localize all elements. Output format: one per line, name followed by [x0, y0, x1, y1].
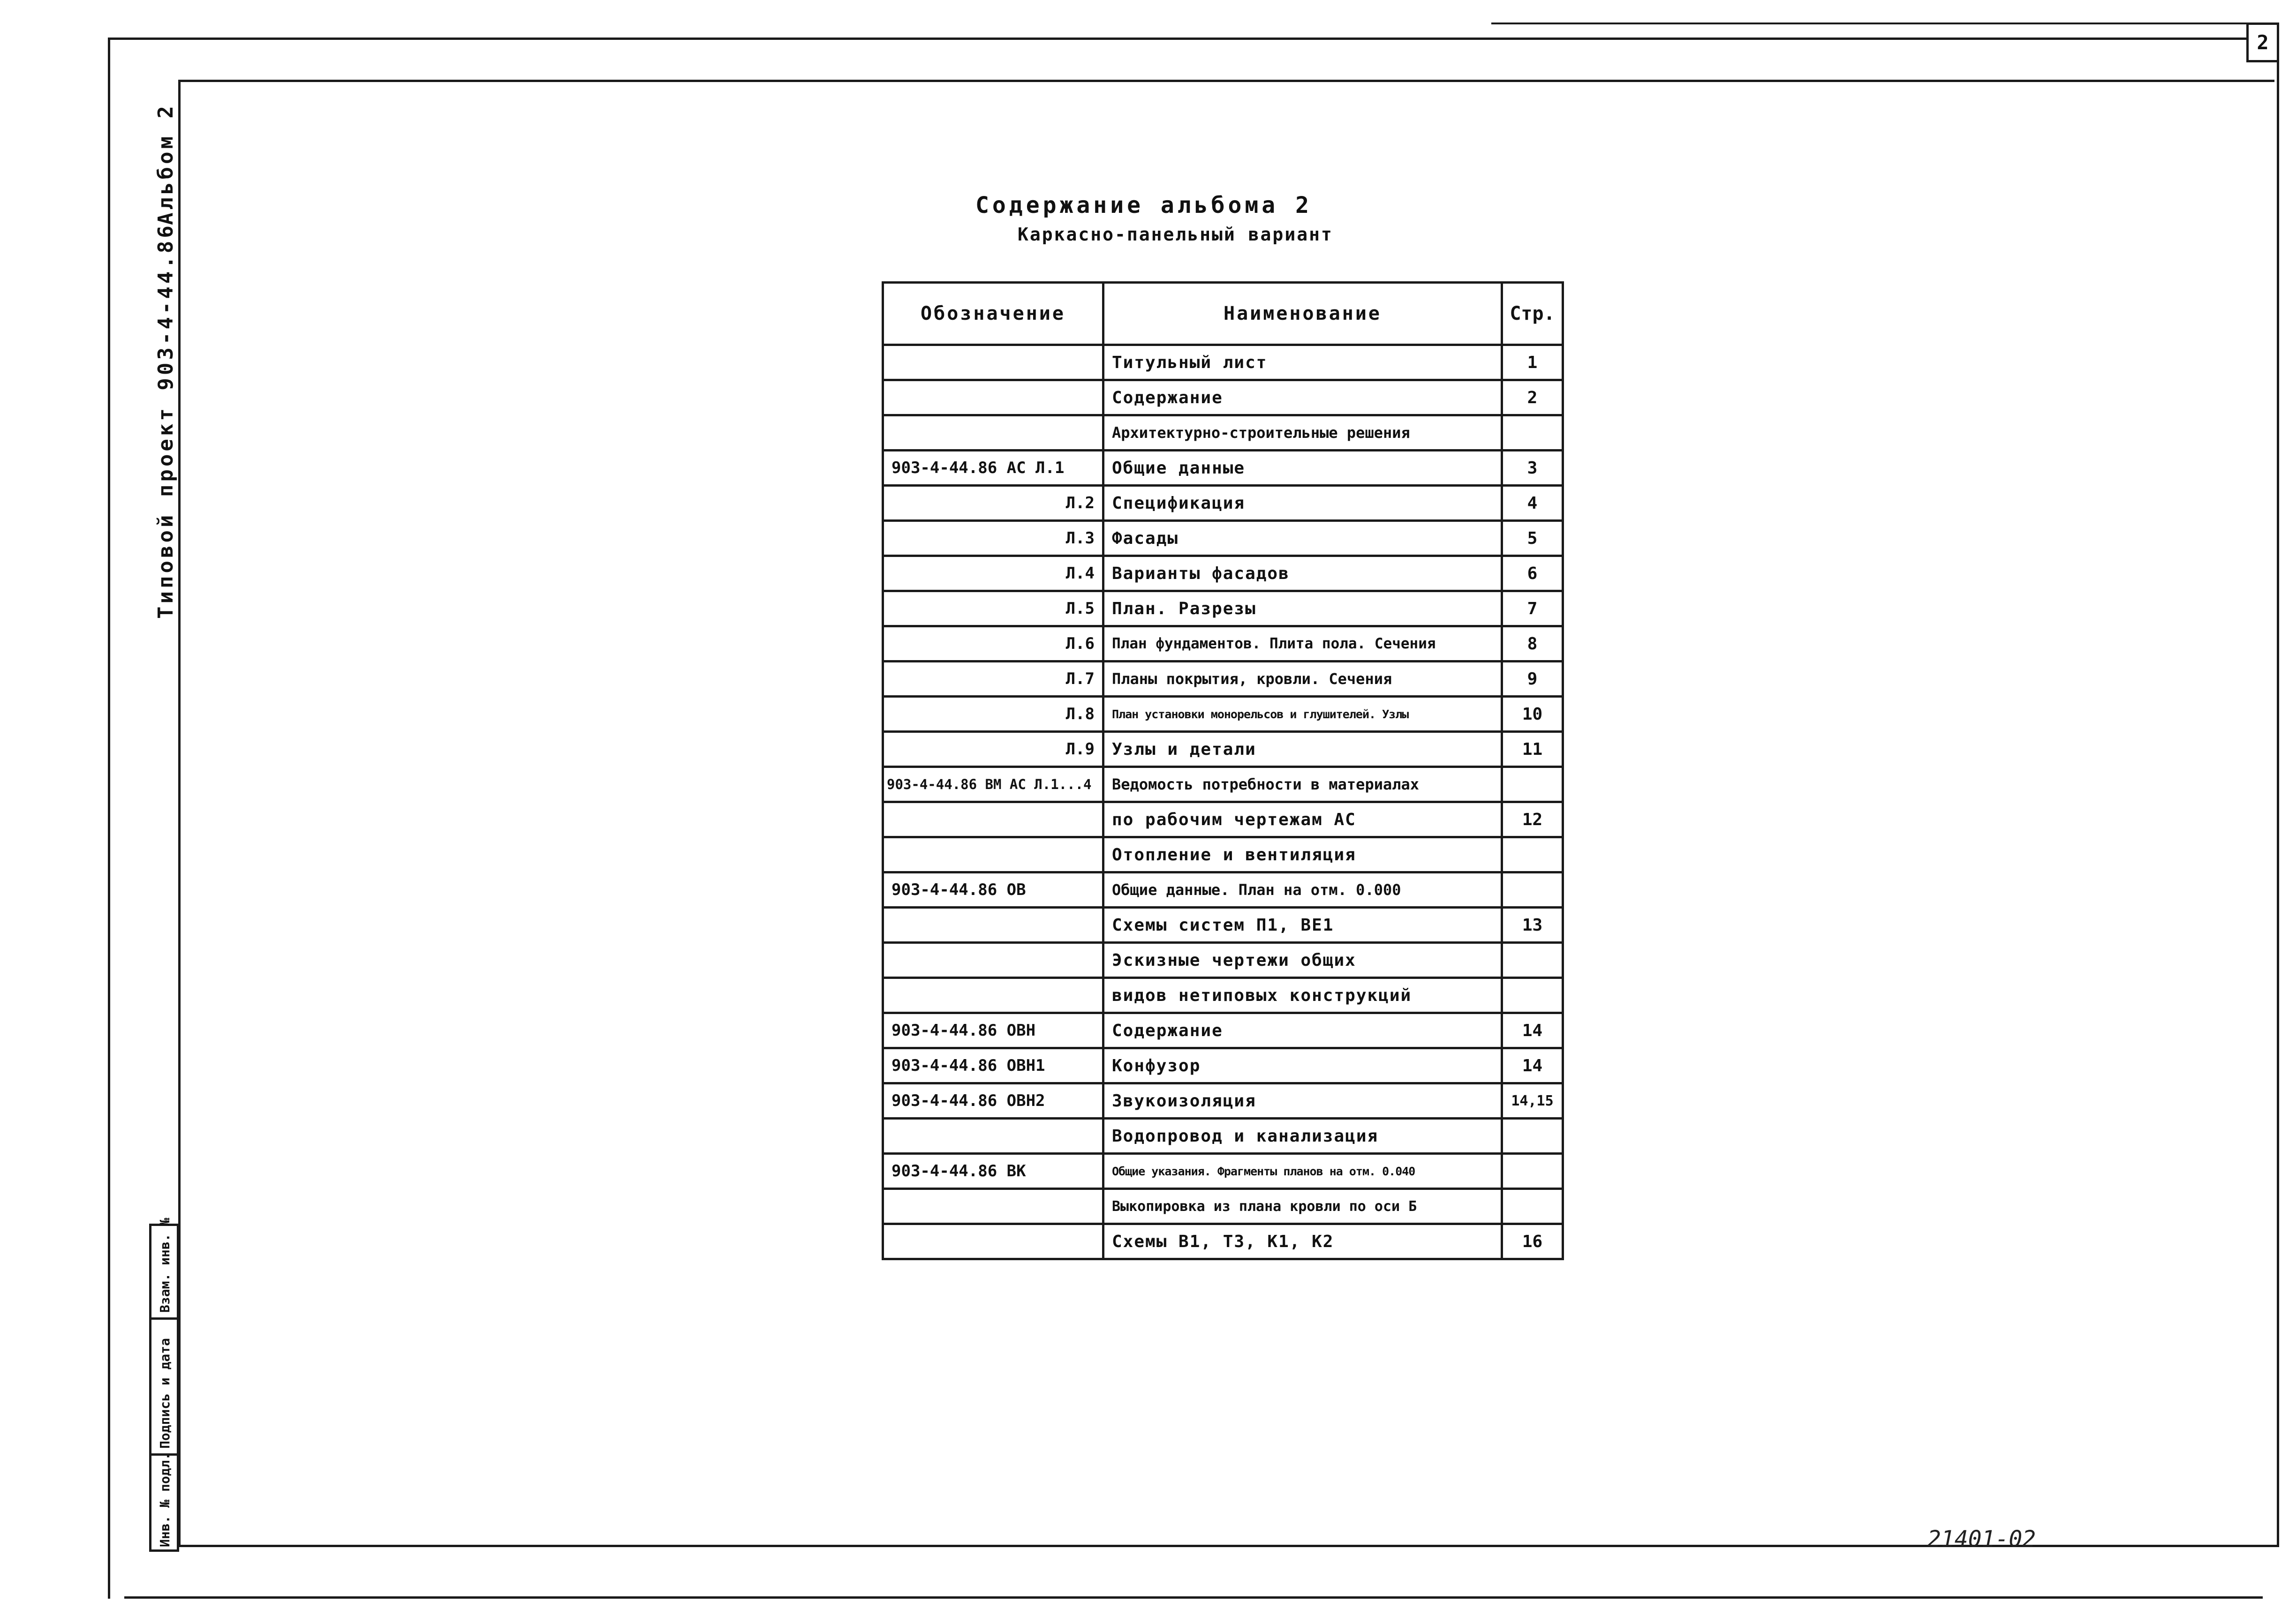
table-row	[883, 556, 1563, 591]
row-page	[1502, 837, 1563, 872]
row-name: Узлы и детали	[1103, 732, 1502, 767]
row-code: 903-4-44.86 ВМ АС Л.1...4	[883, 767, 1103, 802]
table-row	[883, 591, 1563, 626]
table-row	[883, 802, 1563, 837]
table-header-row	[883, 283, 1563, 345]
inner-frame-top	[178, 80, 2274, 82]
row-code: Л.3	[883, 521, 1103, 556]
page-title: Содержание альбома 2	[975, 192, 1312, 218]
table-row	[883, 978, 1563, 1013]
row-page: 12	[1502, 802, 1563, 837]
table-row	[883, 1119, 1563, 1154]
row-name: Водопровод и канализация	[1103, 1119, 1502, 1154]
row-code	[883, 802, 1103, 837]
table-row	[883, 486, 1563, 521]
contents-table	[882, 281, 1564, 1260]
table-row	[883, 697, 1563, 732]
stamp-cell-orig	[151, 1452, 177, 1549]
row-name: видов нетиповых конструкций	[1103, 978, 1502, 1013]
row-page	[1502, 1189, 1563, 1224]
page-subtitle: Каркасно-панельный вариант	[1018, 224, 1333, 245]
row-name: Конфузор	[1103, 1048, 1502, 1083]
table-row	[883, 345, 1563, 380]
row-name: План фундаментов. Плита пола. Сечения	[1103, 626, 1502, 662]
row-page	[1502, 872, 1563, 908]
row-code	[883, 943, 1103, 978]
row-name: Общие указания. Фрагменты планов на отм. 0.040	[1103, 1154, 1502, 1189]
row-page: 16	[1502, 1224, 1563, 1259]
table-row	[883, 732, 1563, 767]
row-name: Архитектурно-строительные решения	[1103, 415, 1502, 451]
table-row	[883, 837, 1563, 872]
sheet-number: 2	[2257, 31, 2269, 54]
row-name: Схемы систем П1, ВЕ1	[1103, 908, 1502, 943]
row-name: Общие данные	[1103, 451, 1502, 486]
header-designation: Обозначение	[883, 283, 1103, 345]
row-page: 6	[1502, 556, 1563, 591]
table-row	[883, 415, 1563, 451]
row-page: 10	[1502, 697, 1563, 732]
row-code	[883, 837, 1103, 872]
table-row	[883, 380, 1563, 415]
outer-frame-bottom	[124, 1596, 2263, 1599]
side-album-title: Альбом 2	[154, 103, 178, 225]
table-row	[883, 1013, 1563, 1048]
row-name: Содержание	[1103, 1013, 1502, 1048]
outer-frame-left	[108, 38, 110, 1599]
row-name: Эскизные чертежи общих	[1103, 943, 1502, 978]
stamp-cell-sign	[151, 1320, 177, 1456]
side-project-title: Типовой проект 903-4-44.86	[154, 223, 178, 619]
row-page: 8	[1502, 626, 1563, 662]
row-code: Л.9	[883, 732, 1103, 767]
row-name: по рабочим чертежам АС	[1103, 802, 1502, 837]
row-name: План. Разрезы	[1103, 591, 1502, 626]
row-page: 1	[1502, 345, 1563, 380]
row-page: 4	[1502, 486, 1563, 521]
row-name: Фасады	[1103, 521, 1502, 556]
row-page: 14,15	[1502, 1083, 1563, 1119]
row-code: Л.5	[883, 591, 1103, 626]
table-row	[883, 1189, 1563, 1224]
row-code	[883, 415, 1103, 451]
table-row	[883, 943, 1563, 978]
row-page	[1502, 1154, 1563, 1189]
table-row	[883, 767, 1563, 802]
row-code	[883, 1119, 1103, 1154]
row-code: Л.2	[883, 486, 1103, 521]
header-name: Наименование	[1103, 283, 1502, 345]
outer-frame-top	[108, 38, 2246, 40]
row-page: 7	[1502, 591, 1563, 626]
row-name: Варианты фасадов	[1103, 556, 1502, 591]
row-page: 11	[1502, 732, 1563, 767]
row-name: Титульный лист	[1103, 345, 1502, 380]
row-page: 5	[1502, 521, 1563, 556]
row-page: 2	[1502, 380, 1563, 415]
row-name: Звукоизоляция	[1103, 1083, 1502, 1119]
outer-frame-right	[2277, 61, 2279, 1547]
row-code: 903-4-44.86 ОВ	[883, 872, 1103, 908]
row-code: Л.7	[883, 662, 1103, 697]
row-page: 14	[1502, 1013, 1563, 1048]
row-page: 3	[1502, 451, 1563, 486]
row-page: 14	[1502, 1048, 1563, 1083]
table-row	[883, 662, 1563, 697]
table-row	[883, 1224, 1563, 1259]
row-name: Выкопировка из плана кровли по оси Б	[1103, 1189, 1502, 1224]
row-code: 903-4-44.86 ОВН2	[883, 1083, 1103, 1119]
row-page	[1502, 415, 1563, 451]
stamp-sign-date: Подпись и дата	[157, 1338, 173, 1449]
approval-stamp	[149, 1218, 179, 1552]
table-row	[883, 908, 1563, 943]
row-name: План установки монорельсов и глушителей. Узлы	[1103, 697, 1502, 732]
sheet-number-box	[2246, 23, 2279, 62]
row-code: Л.6	[883, 626, 1103, 662]
table-row	[883, 626, 1563, 662]
row-code: 903-4-44.86 ВК	[883, 1154, 1103, 1189]
stamp-inv-orig: Инв. № подл.	[157, 1452, 173, 1547]
row-name: Планы покрытия, кровли. Сечения	[1103, 662, 1502, 697]
row-page: 9	[1502, 662, 1563, 697]
row-code: Л.4	[883, 556, 1103, 591]
row-name: Спецификация	[1103, 486, 1502, 521]
row-page	[1502, 1119, 1563, 1154]
row-code	[883, 1224, 1103, 1259]
row-code: 903-4-44.86 ОВН1	[883, 1048, 1103, 1083]
row-code	[883, 908, 1103, 943]
row-code: Л.8	[883, 697, 1103, 732]
stamp-inv-replace: Взам. инв. №	[157, 1218, 173, 1313]
row-code: 903-4-44.86 АС Л.1	[883, 451, 1103, 486]
table-row	[883, 521, 1563, 556]
row-name: Общие данные. План на отм. 0.000	[1103, 872, 1502, 908]
row-name: Содержание	[1103, 380, 1502, 415]
row-name: Ведомость потребности в материалах	[1103, 767, 1502, 802]
row-name: Отопление и вентиляция	[1103, 837, 1502, 872]
header-page: Стр.	[1502, 283, 1563, 345]
row-page	[1502, 767, 1563, 802]
outer-frame-top-right	[1491, 23, 2246, 24]
table-row	[883, 1154, 1563, 1189]
table-row	[883, 872, 1563, 908]
drawing-number: 21401-02	[1927, 1526, 2036, 1552]
row-name: Схемы В1, Т3, К1, К2	[1103, 1224, 1502, 1259]
table-row	[883, 1083, 1563, 1119]
table-row	[883, 451, 1563, 486]
stamp-cell-replace	[151, 1218, 177, 1320]
row-code	[883, 978, 1103, 1013]
row-code	[883, 345, 1103, 380]
row-code	[883, 1189, 1103, 1224]
row-page	[1502, 978, 1563, 1013]
row-page: 13	[1502, 908, 1563, 943]
row-code	[883, 380, 1103, 415]
row-page	[1502, 943, 1563, 978]
table-row	[883, 1048, 1563, 1083]
row-code: 903-4-44.86 ОВН	[883, 1013, 1103, 1048]
